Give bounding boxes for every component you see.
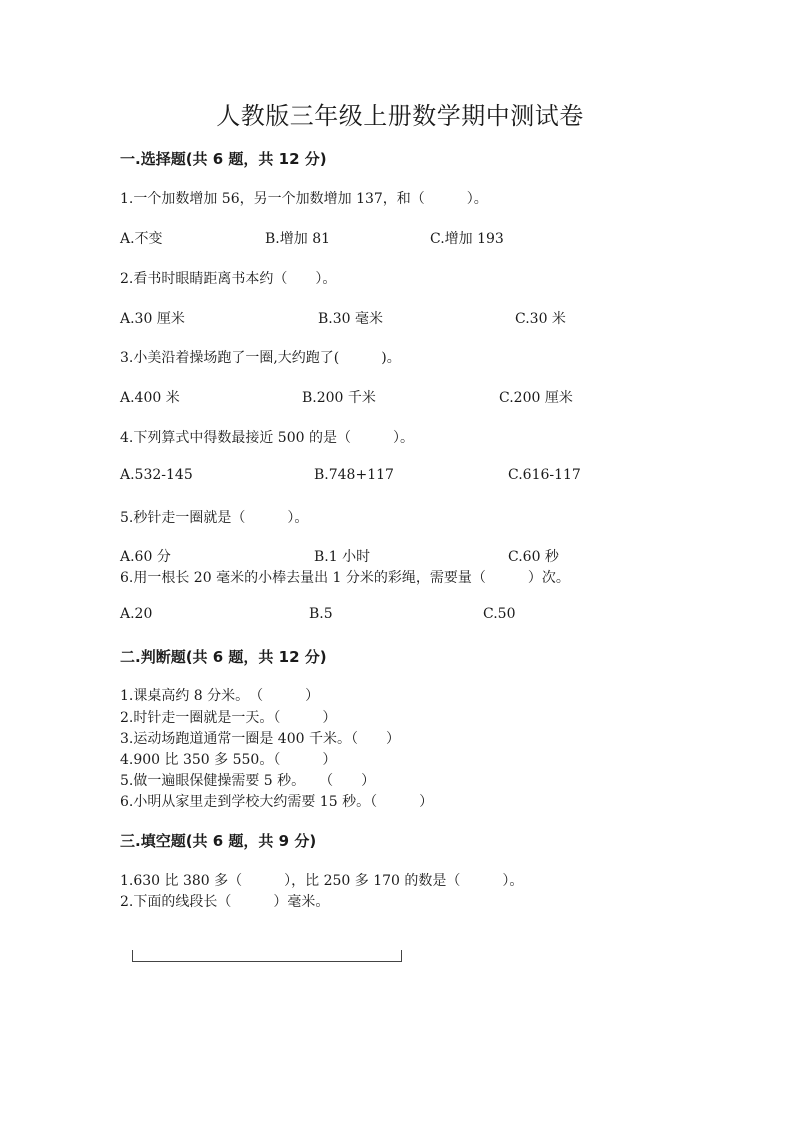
option-c: C.200 厘米 (499, 390, 573, 406)
option-b: B.200 千米 (302, 390, 376, 406)
section-heading-fill: 三.填空题(共 6 题，共 9 分) (120, 832, 317, 850)
question-stem: 6.用一根长 20 毫米的小棒去量出 1 分米的彩绳，需要量（ ）次。 (120, 570, 570, 586)
judge-item: 2.时针走一圈就是一天。（ ） (120, 710, 337, 726)
question-stem: 2.看书时眼睛距离书本约（ ）。 (120, 271, 337, 287)
judge-item: 1.课桌高约 8 分米。 （ ） (120, 688, 320, 704)
fill-item: 1.630 比 380 多（ ），比 250 多 170 的数是（ ）。 (120, 873, 524, 889)
judge-item: 4.900 比 350 多 550。（ ） (120, 752, 337, 768)
option-c: C.50 (483, 606, 516, 622)
option-c: C.增加 193 (430, 231, 504, 247)
option-a: A.60 分 (120, 549, 171, 565)
section-heading-judge: 二.判断题(共 6 题，共 12 分) (120, 648, 327, 666)
option-b: B.30 毫米 (318, 311, 384, 327)
option-a: A.30 厘米 (120, 311, 185, 327)
question-stem: 4.下列算式中得数最接近 500 的是（ ）。 (120, 430, 414, 446)
option-b: B.1 小时 (314, 549, 371, 565)
option-c: C.60 秒 (508, 549, 559, 565)
judge-item: 3.运动场跑道通常一圈是 400 千米。（ ） (120, 731, 400, 747)
option-b: B.5 (309, 606, 333, 622)
option-c: C.616-117 (508, 467, 581, 483)
section-heading-choice: 一.选择题(共 6 题，共 12 分) (120, 150, 327, 168)
option-c: C.30 米 (515, 311, 566, 327)
option-b: B.748+117 (314, 467, 394, 483)
option-b: B.增加 81 (265, 231, 331, 247)
option-a: A.532-145 (120, 467, 193, 483)
judge-item: 6.小明从家里走到学校大约需要 15 秒。（ ） (120, 794, 434, 810)
option-a: A.不变 (120, 231, 163, 247)
question-stem: 3.小美沿着操场跑了一圈,大约跑了( )。 (120, 350, 401, 366)
page-title: 人教版三年级上册数学期中测试卷 (216, 102, 584, 130)
option-a: A.20 (120, 606, 153, 622)
question-stem: 5.秒针走一圈就是（ ）。 (120, 510, 309, 526)
line-segment-figure (132, 950, 402, 962)
option-a: A.400 米 (120, 390, 180, 406)
question-stem: 1.一个加数增加 56，另一个加数增加 137，和（ ）。 (120, 191, 488, 207)
fill-item: 2.下面的线段长（ ）毫米。 (120, 894, 330, 910)
judge-item: 5.做一遍眼保健操需要 5 秒。 （ ） (120, 773, 376, 789)
